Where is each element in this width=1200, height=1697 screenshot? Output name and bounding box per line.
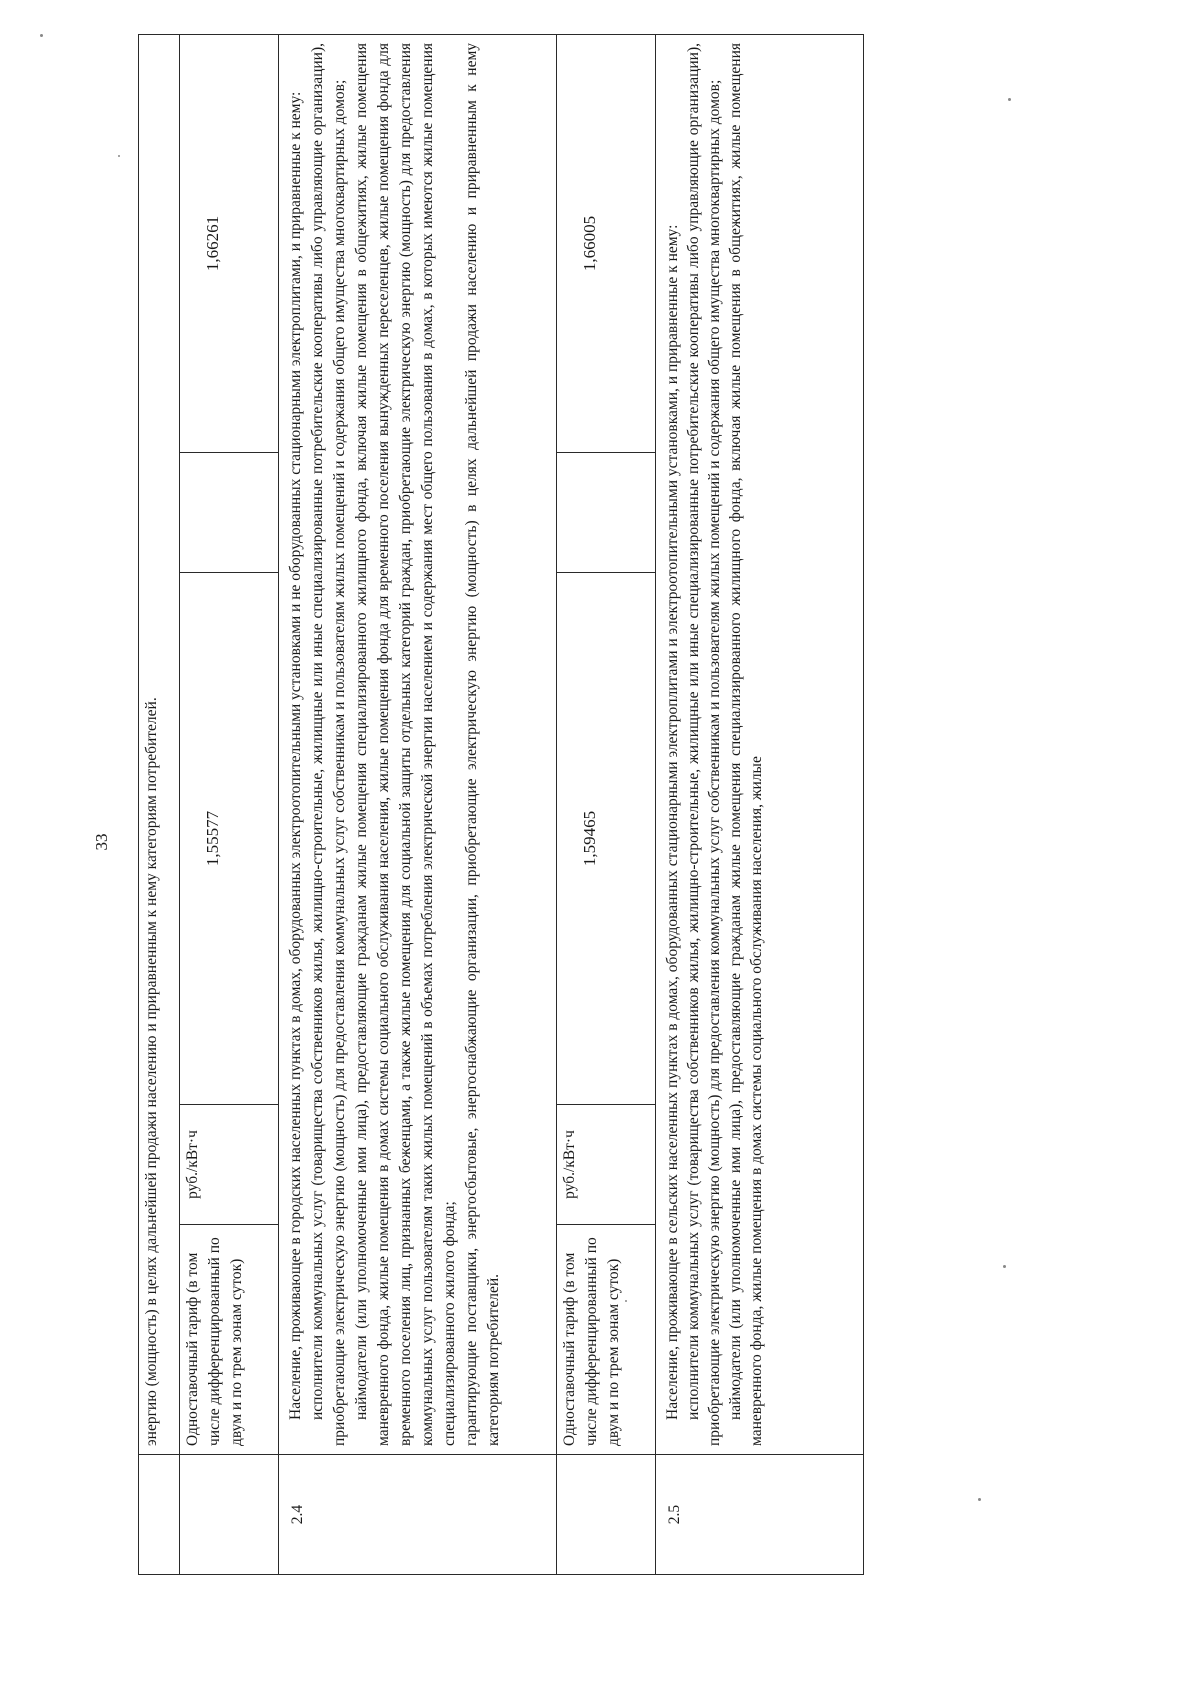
tariff-name: Одноставочный тариф (в том числе дифференцированный по двум и по трем зонам суток) [557,1225,656,1455]
table-row [279,34,557,1574]
tariff-unit: руб./кВт·ч [180,1105,279,1225]
row-number-cell [180,1455,279,1575]
tariff-unit: руб./кВт·ч [557,1105,656,1225]
tariff-value-2 [557,453,656,573]
section-number: 2.5 [656,1455,864,1575]
table-row [180,34,279,1574]
section-description [656,34,864,1454]
row-number-cell [557,1455,656,1575]
section-paragraph: Население, проживающее в сельских населенных пунктах в домах, оборудованных стационарными электроплитами и электроотопительными установками, и приравненные к нему: [664,224,681,1420]
tariff-name: Одноставочный тариф (в том числе дифференцированный по двум и по трем зонам суток) [180,1225,279,1455]
section-paragraph: исполнители коммунальных услуг (товарищества собственников жилья, жилищно-строительные, жилищные или иные специализированные потребительские кооперативы либо управляющие организации), приобретающие электрическую энергию (мощность) для предоставления коммунальных услуг собственникам и пользователям жилых помещений и содержания общего имущества многоквартирных домов; [309,42,348,1446]
row-number-cell [139,1455,180,1575]
scan-speck [1008,98,1011,101]
section-number: 2.4 [279,1455,557,1575]
section-paragraph: наймодатели (или уполномоченные ими лица), предоставляющие гражданам жилые помещения специализированного жилищного фонда, включая жилые помещения в общежитиях, жилые помещения маневренного фонда, жилые помещения в домах системы социального обслуживания населения, жилые [727,42,765,1446]
section-paragraph: исполнители коммунальных услуг (товарищества собственников жилья, жилищно-строительные, жилищные или иные специализированные потребительские кооперативы либо управляющие организации), приобретающие электрическую энергию (мощность) для предоставления коммунальных услуг собственникам и пользователям жилых помещений и содержания общего имущества многоквартирных домов; [685,42,723,1446]
table-row [557,34,656,1574]
scan-speck [118,155,120,157]
section-paragraph: Население, проживающее в городских населенных пунктах в домах, оборудованных электроотопительными установками и не оборудованных стационарными электроплитами, и приравненные к нему: [287,91,304,1420]
section-paragraph: гарантирующие поставщики, энергосбытовые, энергоснабжающие организации, приобретающие электрическую энергию (мощность) в целях дальнейшей продажи населению и приравненным к нему категориям потребителей. [463,42,502,1446]
page-number: 33 [92,833,111,851]
tariff-value-3: 1,66005 [557,34,656,452]
section-description [279,34,557,1454]
scan-speck [1003,1265,1006,1268]
rotated-tariff-sheet [138,35,765,1575]
continuation-text: энергию (мощность) в целях дальнейшей продажи населению и приравненным к нему категориям потребителей. [139,34,180,1454]
scan-speck [625,1300,627,1302]
table-row [656,34,864,1574]
tariff-table [138,34,864,1575]
tariff-value-1: 1,59465 [557,573,656,1105]
tariff-value-3: 1,66261 [180,34,279,452]
scan-speck [40,34,43,37]
tariff-value-2 [180,453,279,573]
section-paragraph: наймодатели (или уполномоченные ими лица), предоставляющие гражданам жилые помещения специализированного жилищного фонда, включая жилые помещения в общежитиях, жилые помещения маневренного фонда, жилые помещения в домах системы социального обслуживания населения, жилые помещения фонда для временного поселения вынужденных переселенцев, жилые помещения фонда для временного поселения лиц, признанных беженцами, а также жилые помещения для социальной защиты отдельных категорий граждан, приобретающие электрическую энергию (мощность) для предоставления коммунальных услуг пользователям таких жилых помещений в объемах потребления электрической энергии населением и содержания мест общего пользования в домах, в которых имеются жилые помещения специализированного жилого фонда; [353,42,458,1446]
table-row [139,34,180,1574]
scan-speck [978,1498,981,1501]
tariff-value-1: 1,55577 [180,573,279,1105]
